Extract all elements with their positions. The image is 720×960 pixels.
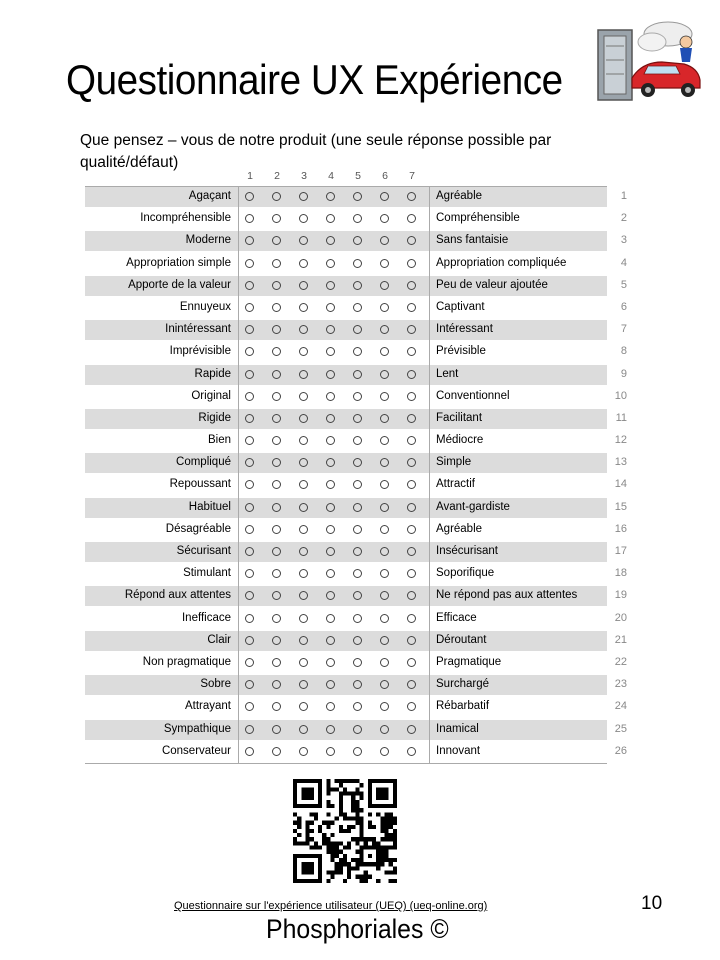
item-left-label: Désagréable <box>165 522 231 535</box>
rating-radio-2[interactable] <box>272 281 281 290</box>
item-number: 21 <box>614 633 627 646</box>
row-band <box>85 498 607 518</box>
rating-radio-3[interactable] <box>299 259 308 268</box>
item-left-label: Repoussant <box>169 478 231 491</box>
rating-radio-3[interactable] <box>299 281 308 290</box>
item-number: 18 <box>614 567 627 580</box>
item-right-label: Ne répond pas aux attentes <box>436 589 578 602</box>
item-row <box>85 275 645 297</box>
item-left-label: Répond aux attentes <box>124 589 231 602</box>
rating-radio-4[interactable] <box>326 702 335 711</box>
item-right-label: Attractif <box>436 478 475 491</box>
rating-radio-6[interactable] <box>380 303 389 312</box>
item-left-label: Inintéressant <box>165 323 231 336</box>
item-number: 26 <box>614 744 627 757</box>
rating-radio-7[interactable] <box>407 658 416 667</box>
rating-radio-5[interactable] <box>353 658 362 667</box>
item-number: 12 <box>614 434 627 447</box>
rating-radio-2[interactable] <box>272 370 281 379</box>
item-right-label: Efficace <box>436 611 477 624</box>
item-rows <box>85 186 645 763</box>
item-left-label: Attrayant <box>184 700 231 713</box>
item-row <box>85 608 645 630</box>
rating-radio-2[interactable] <box>272 480 281 489</box>
rating-radio-6[interactable] <box>380 259 389 268</box>
item-right-label: Innovant <box>436 744 481 757</box>
item-left-label: Apporte de la valeur <box>128 278 231 291</box>
row-band <box>85 187 607 207</box>
item-number: 25 <box>614 722 627 735</box>
rating-radio-4[interactable] <box>326 192 335 201</box>
rating-radio-6[interactable] <box>380 747 389 756</box>
rating-radio-4[interactable] <box>326 370 335 379</box>
item-left-label: Compliqué <box>176 456 231 469</box>
item-number: 3 <box>620 234 627 247</box>
item-number: 23 <box>614 678 627 691</box>
item-left-label: Ennuyeux <box>179 300 231 313</box>
item-left-label: Rigide <box>198 411 231 424</box>
item-right-label: Compréhensible <box>436 212 520 225</box>
rating-radio-3[interactable] <box>299 392 308 401</box>
item-number: 5 <box>620 278 627 291</box>
rating-radio-7[interactable] <box>407 480 416 489</box>
item-right-label: Rébarbatif <box>436 700 490 713</box>
item-row <box>85 364 645 386</box>
rating-radio-7[interactable] <box>407 436 416 445</box>
table-divider <box>238 186 239 763</box>
item-row <box>85 341 645 363</box>
item-left-label: Appropriation simple <box>126 256 231 269</box>
item-left-label: Sobre <box>200 678 231 691</box>
rating-radio-4[interactable] <box>326 725 335 734</box>
rating-radio-1[interactable] <box>245 436 254 445</box>
rating-radio-3[interactable] <box>299 370 308 379</box>
rating-radio-5[interactable] <box>353 303 362 312</box>
rating-radio-1[interactable] <box>245 658 254 667</box>
item-left-label: Habituel <box>188 500 231 513</box>
item-right-label: Lent <box>436 367 459 380</box>
rating-radio-1[interactable] <box>245 569 254 578</box>
rating-radio-3[interactable] <box>299 636 308 645</box>
scale-number: 4 <box>328 170 334 182</box>
rating-radio-5[interactable] <box>353 214 362 223</box>
item-number: 9 <box>620 367 627 380</box>
item-row <box>85 630 645 652</box>
rating-radio-4[interactable] <box>326 259 335 268</box>
rating-radio-3[interactable] <box>299 525 308 534</box>
rating-radio-2[interactable] <box>272 259 281 268</box>
rating-radio-3[interactable] <box>299 747 308 756</box>
item-right-label: Agréable <box>436 522 483 535</box>
item-right-label: Soporifique <box>436 567 495 580</box>
item-left-label: Incompréhensible <box>140 212 231 225</box>
item-row <box>85 563 645 585</box>
rating-radio-4[interactable] <box>326 614 335 623</box>
rating-radio-6[interactable] <box>380 480 389 489</box>
item-number: 2 <box>620 212 627 225</box>
row-band <box>85 675 607 695</box>
rating-radio-7[interactable] <box>407 347 416 356</box>
item-right-label: Conventionnel <box>436 389 510 402</box>
item-right-label: Captivant <box>436 300 485 313</box>
item-row <box>85 230 645 252</box>
rating-radio-6[interactable] <box>380 569 389 578</box>
item-right-label: Inamical <box>436 722 479 735</box>
rating-radio-7[interactable] <box>407 525 416 534</box>
rating-radio-7[interactable] <box>407 569 416 578</box>
row-band <box>85 365 607 385</box>
rating-radio-1[interactable] <box>245 303 254 312</box>
rating-radio-3[interactable] <box>299 658 308 667</box>
item-right-label: Surchargé <box>436 678 490 691</box>
item-number: 6 <box>620 300 627 313</box>
rating-radio-5[interactable] <box>353 525 362 534</box>
scale-number: 1 <box>247 170 253 182</box>
item-right-label: Pragmatique <box>436 655 502 668</box>
rating-radio-1[interactable] <box>245 547 254 556</box>
rating-radio-7[interactable] <box>407 214 416 223</box>
rating-radio-6[interactable] <box>380 436 389 445</box>
qr-code[interactable] <box>293 779 397 883</box>
rating-radio-6[interactable] <box>380 370 389 379</box>
item-number: 19 <box>614 589 627 602</box>
item-row <box>85 541 645 563</box>
rating-radio-6[interactable] <box>380 347 389 356</box>
rating-radio-4[interactable] <box>326 636 335 645</box>
rating-radio-1[interactable] <box>245 414 254 423</box>
rating-radio-3[interactable] <box>299 347 308 356</box>
rating-radio-7[interactable] <box>407 725 416 734</box>
rating-radio-2[interactable] <box>272 192 281 201</box>
scale-number: 3 <box>301 170 307 182</box>
item-row <box>85 696 645 718</box>
rating-radio-5[interactable] <box>353 436 362 445</box>
rating-radio-5[interactable] <box>353 370 362 379</box>
item-left-label: Clair <box>207 633 231 646</box>
item-left-label: Stimulant <box>183 567 231 580</box>
ueq-rating-table <box>85 164 645 763</box>
rating-radio-6[interactable] <box>380 658 389 667</box>
page-number: 10 <box>641 893 663 914</box>
rating-radio-7[interactable] <box>407 281 416 290</box>
rating-radio-5[interactable] <box>353 281 362 290</box>
rating-radio-3[interactable] <box>299 702 308 711</box>
rating-radio-7[interactable] <box>407 547 416 556</box>
rating-radio-6[interactable] <box>380 636 389 645</box>
item-left-label: Sympathique <box>163 722 231 735</box>
car-cartoon-illustration <box>592 16 704 104</box>
rating-radio-3[interactable] <box>299 503 308 512</box>
rating-radio-2[interactable] <box>272 503 281 512</box>
rating-radio-7[interactable] <box>407 702 416 711</box>
rating-radio-3[interactable] <box>299 303 308 312</box>
rating-radio-5[interactable] <box>353 347 362 356</box>
item-row <box>85 497 645 519</box>
rating-radio-2[interactable] <box>272 569 281 578</box>
item-left-label: Sécurisant <box>176 545 231 557</box>
item-left-label: Inefficace <box>181 611 231 624</box>
item-left-label: Conservateur <box>161 744 231 757</box>
item-row <box>85 253 645 275</box>
rating-radio-5[interactable] <box>353 259 362 268</box>
rating-radio-2[interactable] <box>272 725 281 734</box>
table-rule <box>85 186 607 187</box>
rating-radio-5[interactable] <box>353 614 362 623</box>
rating-radio-4[interactable] <box>326 214 335 223</box>
rating-radio-5[interactable] <box>353 192 362 201</box>
rating-radio-4[interactable] <box>326 503 335 512</box>
footer-brand: Phosphoriales © <box>266 914 449 944</box>
rating-radio-5[interactable] <box>353 503 362 512</box>
rating-radio-6[interactable] <box>380 702 389 711</box>
item-number: 1 <box>620 190 627 202</box>
item-left-label: Moderne <box>185 234 231 247</box>
rating-radio-2[interactable] <box>272 214 281 223</box>
item-row <box>85 386 645 408</box>
item-right-label: Facilitant <box>436 411 483 424</box>
rating-radio-2[interactable] <box>272 658 281 667</box>
rating-radio-6[interactable] <box>380 547 389 556</box>
rating-radio-2[interactable] <box>272 436 281 445</box>
rating-radio-2[interactable] <box>272 347 281 356</box>
rating-radio-7[interactable] <box>407 414 416 423</box>
rating-radio-7[interactable] <box>407 303 416 312</box>
rating-radio-5[interactable] <box>353 480 362 489</box>
item-row <box>85 186 645 208</box>
item-row <box>85 430 645 452</box>
table-divider <box>429 186 430 763</box>
item-row <box>85 719 645 741</box>
row-band <box>85 231 607 251</box>
rating-radio-2[interactable] <box>272 525 281 534</box>
rating-radio-6[interactable] <box>380 525 389 534</box>
item-row <box>85 319 645 341</box>
item-row <box>85 208 645 230</box>
item-number: 14 <box>614 478 627 491</box>
rating-radio-6[interactable] <box>380 614 389 623</box>
rating-radio-3[interactable] <box>299 214 308 223</box>
rating-radio-2[interactable] <box>272 392 281 401</box>
page-title: Questionnaire UX Expérience <box>66 56 563 103</box>
item-number: 15 <box>614 500 627 513</box>
rating-radio-6[interactable] <box>380 725 389 734</box>
rating-radio-3[interactable] <box>299 725 308 734</box>
item-right-label: Avant-gardiste <box>436 500 510 513</box>
rating-radio-3[interactable] <box>299 547 308 556</box>
rating-radio-5[interactable] <box>353 747 362 756</box>
rating-radio-1[interactable] <box>245 281 254 290</box>
item-number: 11 <box>615 411 627 424</box>
rating-radio-1[interactable] <box>245 725 254 734</box>
row-band <box>85 320 607 340</box>
rating-radio-4[interactable] <box>326 392 335 401</box>
rating-radio-7[interactable] <box>407 614 416 623</box>
rating-radio-1[interactable] <box>245 636 254 645</box>
item-number: 16 <box>614 522 627 535</box>
rating-radio-5[interactable] <box>353 414 362 423</box>
item-number: 22 <box>614 655 627 668</box>
rating-radio-1[interactable] <box>245 480 254 489</box>
rating-radio-1[interactable] <box>245 214 254 223</box>
source-link[interactable]: Questionnaire sur l'expérience utilisateur (UEQ) (ueq-online.org) <box>174 900 488 912</box>
rating-radio-2[interactable] <box>272 547 281 556</box>
item-number: 8 <box>620 345 627 358</box>
rating-radio-7[interactable] <box>407 636 416 645</box>
scale-number: 6 <box>382 170 388 182</box>
rating-radio-3[interactable] <box>299 569 308 578</box>
rating-radio-2[interactable] <box>272 303 281 312</box>
scale-number: 7 <box>409 170 415 182</box>
rating-radio-1[interactable] <box>245 392 254 401</box>
rating-radio-4[interactable] <box>326 347 335 356</box>
rating-radio-3[interactable] <box>299 192 308 201</box>
item-number: 20 <box>614 611 627 624</box>
item-left-label: Original <box>191 389 231 402</box>
rating-radio-7[interactable] <box>407 259 416 268</box>
rating-radio-7[interactable] <box>407 192 416 201</box>
rating-radio-6[interactable] <box>380 281 389 290</box>
rating-radio-4[interactable] <box>326 436 335 445</box>
rating-radio-2[interactable] <box>272 636 281 645</box>
rating-radio-4[interactable] <box>326 414 335 423</box>
rating-radio-4[interactable] <box>326 747 335 756</box>
rating-radio-4[interactable] <box>326 525 335 534</box>
rating-radio-3[interactable] <box>299 480 308 489</box>
item-number: 13 <box>614 456 627 469</box>
item-row <box>85 519 645 541</box>
rating-radio-7[interactable] <box>407 370 416 379</box>
scale-header <box>85 164 645 186</box>
row-band <box>85 631 607 651</box>
rating-radio-5[interactable] <box>353 725 362 734</box>
item-left-label: Bien <box>207 434 231 447</box>
item-right-label: Sans fantaisie <box>436 234 509 247</box>
item-row <box>85 452 645 474</box>
item-number: 17 <box>614 545 627 557</box>
rating-radio-5[interactable] <box>353 547 362 556</box>
rating-radio-3[interactable] <box>299 414 308 423</box>
item-left-label: Imprévisible <box>169 345 231 358</box>
item-row <box>85 297 645 319</box>
rating-radio-6[interactable] <box>380 392 389 401</box>
item-right-label: Simple <box>436 456 472 469</box>
rating-radio-7[interactable] <box>407 392 416 401</box>
rating-radio-4[interactable] <box>326 303 335 312</box>
rating-radio-1[interactable] <box>245 503 254 512</box>
item-left-label: Non pragmatique <box>142 655 231 668</box>
rating-radio-1[interactable] <box>245 259 254 268</box>
rating-radio-5[interactable] <box>353 569 362 578</box>
rating-radio-2[interactable] <box>272 614 281 623</box>
item-number: 7 <box>620 323 627 336</box>
item-right-label: Prévisible <box>436 345 486 358</box>
item-row <box>85 741 645 763</box>
item-number: 10 <box>614 389 627 402</box>
item-row <box>85 474 645 496</box>
scale-number: 2 <box>274 170 280 182</box>
rating-radio-7[interactable] <box>407 503 416 512</box>
item-row <box>85 408 645 430</box>
item-right-label: Agréable <box>436 190 483 202</box>
item-left-label: Agaçant <box>188 190 231 202</box>
rating-radio-2[interactable] <box>272 414 281 423</box>
item-right-label: Intéressant <box>436 323 493 336</box>
rating-radio-6[interactable] <box>380 192 389 201</box>
rating-radio-7[interactable] <box>407 747 416 756</box>
rating-radio-4[interactable] <box>326 480 335 489</box>
rating-radio-1[interactable] <box>245 370 254 379</box>
item-number: 24 <box>614 700 627 713</box>
row-band <box>85 409 607 429</box>
item-right-label: Appropriation compliquée <box>436 256 567 269</box>
rating-radio-4[interactable] <box>326 547 335 556</box>
rating-radio-1[interactable] <box>245 702 254 711</box>
rating-radio-2[interactable] <box>272 702 281 711</box>
row-band <box>85 542 607 562</box>
item-left-label: Rapide <box>194 367 231 380</box>
rating-radio-3[interactable] <box>299 614 308 623</box>
rating-radio-6[interactable] <box>380 414 389 423</box>
item-right-label: Médiocre <box>436 434 484 447</box>
rating-radio-3[interactable] <box>299 436 308 445</box>
item-number: 4 <box>620 256 627 269</box>
rating-radio-4[interactable] <box>326 281 335 290</box>
rating-radio-6[interactable] <box>380 214 389 223</box>
table-rule <box>85 763 607 764</box>
question-text: Que pensez – vous de notre produit (une seule réponse possible par qualité/défaut) <box>80 132 552 171</box>
rating-radio-1[interactable] <box>245 192 254 201</box>
rating-radio-6[interactable] <box>380 503 389 512</box>
rating-radio-1[interactable] <box>245 347 254 356</box>
item-row <box>85 674 645 696</box>
rating-radio-1[interactable] <box>245 747 254 756</box>
item-row <box>85 652 645 674</box>
rating-radio-4[interactable] <box>326 658 335 667</box>
rating-radio-1[interactable] <box>245 614 254 623</box>
rating-radio-5[interactable] <box>353 636 362 645</box>
item-right-label: Insécurisant <box>436 545 499 557</box>
rating-radio-1[interactable] <box>245 525 254 534</box>
row-band <box>85 453 607 473</box>
item-row <box>85 585 645 607</box>
item-right-label: Peu de valeur ajoutée <box>436 278 548 291</box>
item-right-label: Déroutant <box>436 633 487 646</box>
rating-radio-5[interactable] <box>353 702 362 711</box>
rating-radio-4[interactable] <box>326 569 335 578</box>
scale-number: 5 <box>355 170 361 182</box>
rating-radio-2[interactable] <box>272 747 281 756</box>
rating-radio-5[interactable] <box>353 392 362 401</box>
